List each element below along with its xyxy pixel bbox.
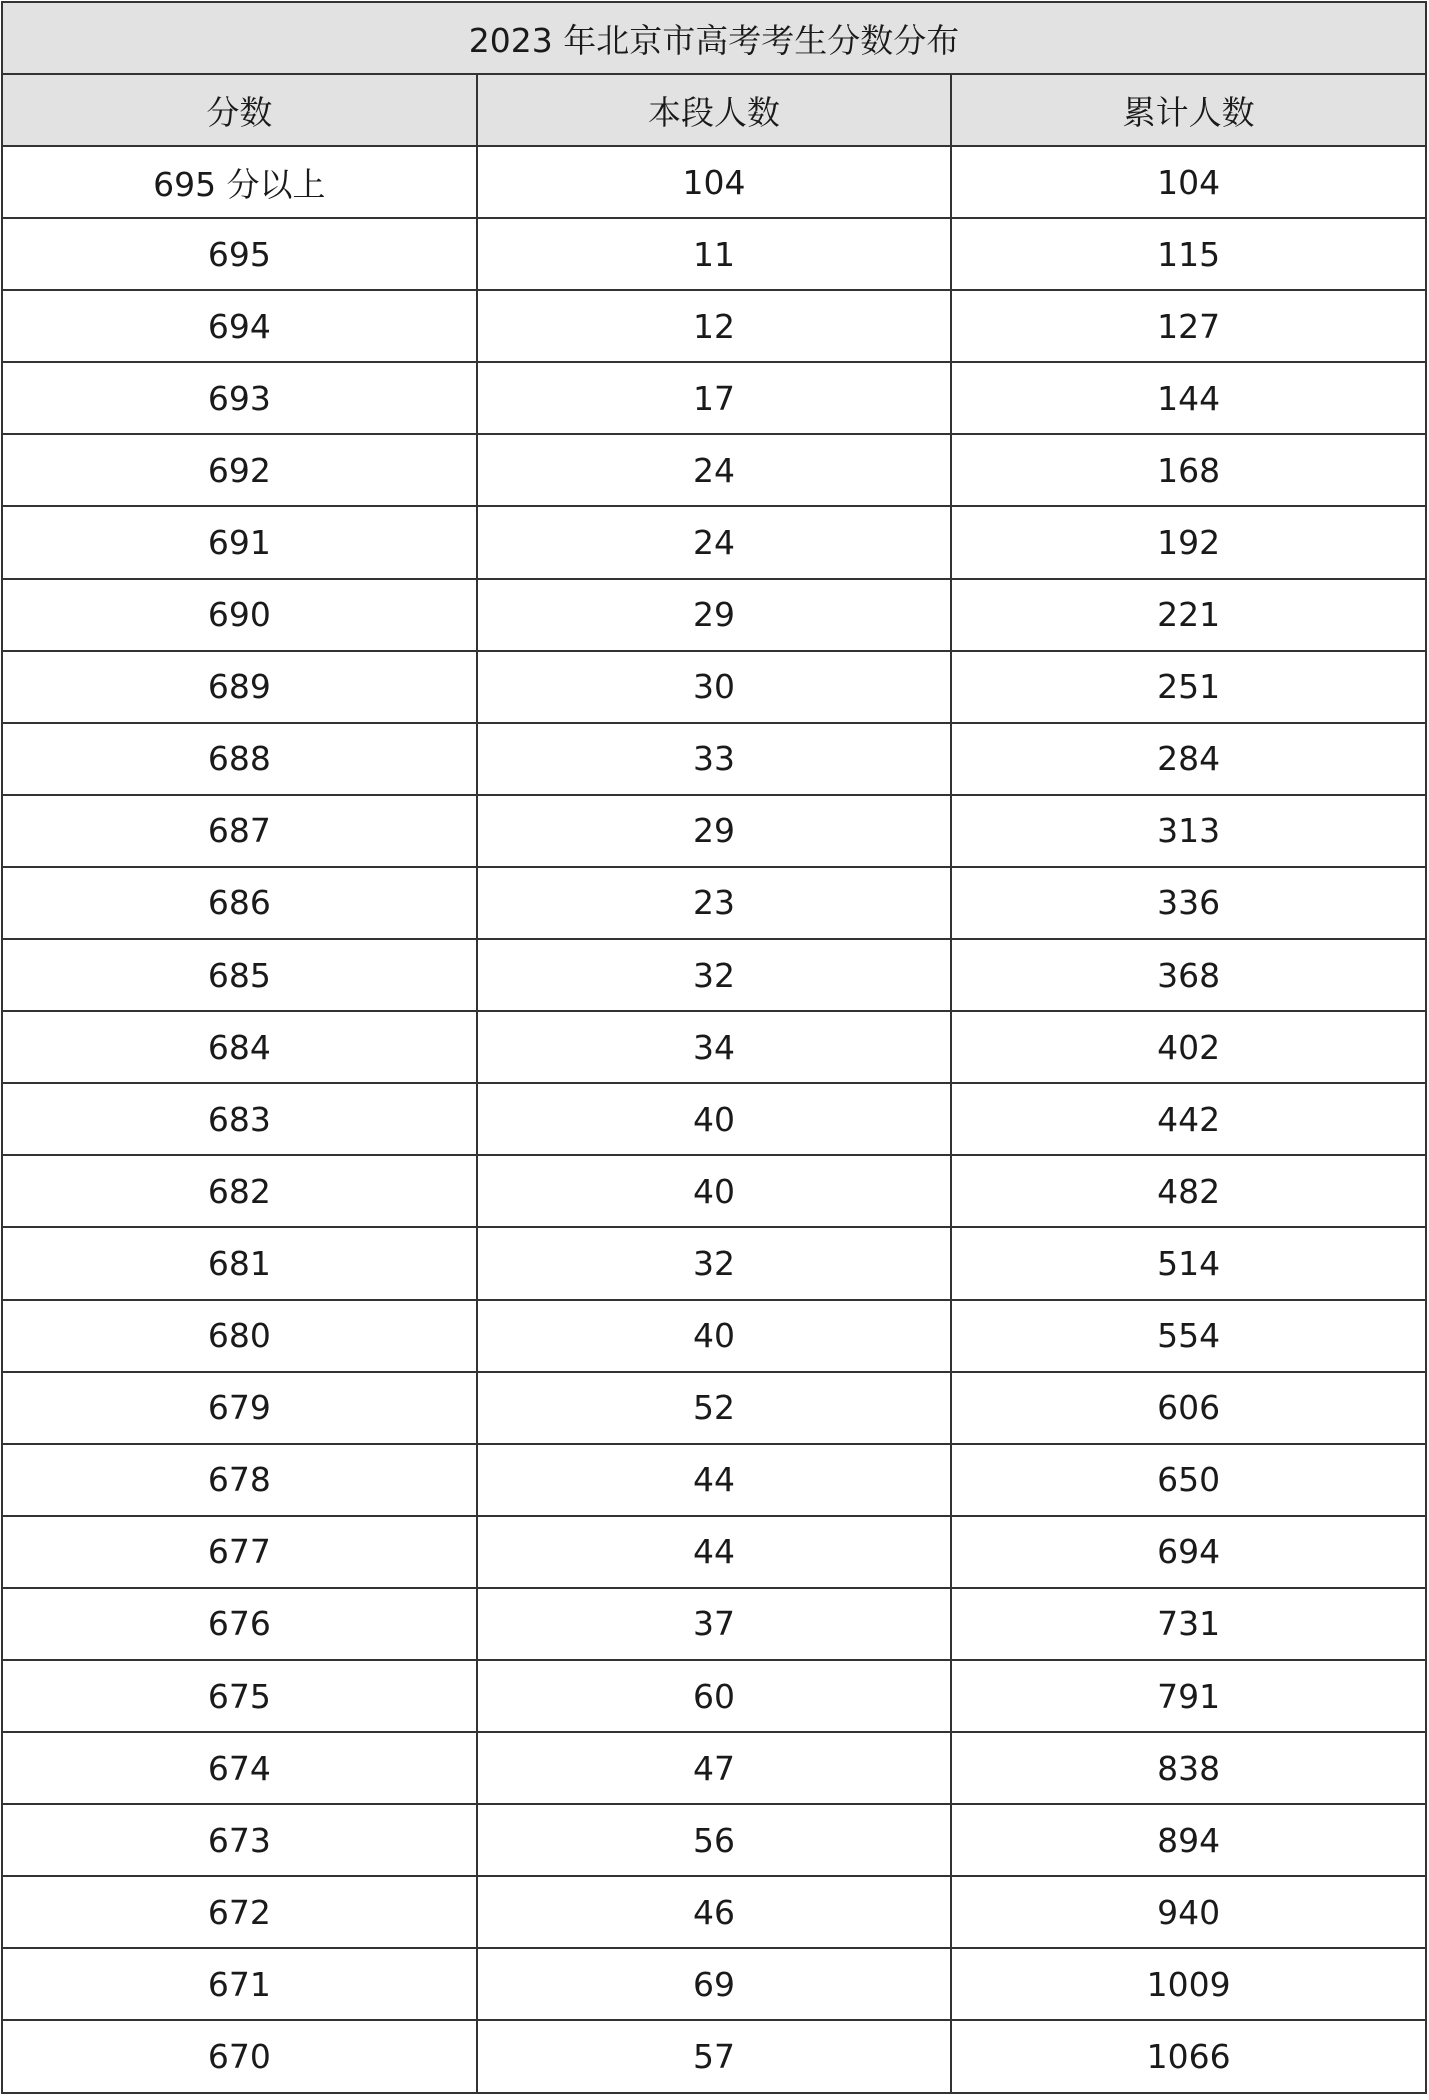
cumulative-count-cell: 514	[951, 1227, 1426, 1299]
segment-count-cell: 46	[477, 1876, 952, 1948]
score-cell: 672	[2, 1876, 477, 1948]
segment-count-cell: 40	[477, 1083, 952, 1155]
score-cell: 687	[2, 795, 477, 867]
segment-count-cell: 57	[477, 2020, 952, 2092]
column-header-cumulative-count: 累计人数	[951, 74, 1426, 146]
score-cell: 693	[2, 362, 477, 434]
segment-count-cell: 32	[477, 1227, 952, 1299]
table-body	[2, 146, 1426, 2093]
table-row	[2, 1804, 1426, 1876]
score-cell: 677	[2, 1516, 477, 1588]
table-row	[2, 362, 1426, 434]
cumulative-count-cell: 336	[951, 867, 1426, 939]
score-cell: 675	[2, 1660, 477, 1732]
score-cell: 688	[2, 723, 477, 795]
cumulative-count-cell: 313	[951, 795, 1426, 867]
cumulative-count-cell: 442	[951, 1083, 1426, 1155]
table-row	[2, 1516, 1426, 1588]
score-distribution-sheet	[1, 1, 1427, 2094]
table-row	[2, 1372, 1426, 1444]
segment-count-cell: 56	[477, 1804, 952, 1876]
table-row	[2, 867, 1426, 939]
cumulative-count-cell: 838	[951, 1732, 1426, 1804]
table-row	[2, 1732, 1426, 1804]
cumulative-count-cell: 144	[951, 362, 1426, 434]
segment-count-cell: 11	[477, 218, 952, 290]
score-cell: 692	[2, 434, 477, 506]
table-row	[2, 2020, 1426, 2092]
cumulative-count-cell: 1009	[951, 1948, 1426, 2020]
segment-count-cell: 47	[477, 1732, 952, 1804]
table-row	[2, 218, 1426, 290]
score-cell: 676	[2, 1588, 477, 1660]
cumulative-count-cell: 168	[951, 434, 1426, 506]
segment-count-cell: 32	[477, 939, 952, 1011]
score-cell: 679	[2, 1372, 477, 1444]
segment-count-cell: 60	[477, 1660, 952, 1732]
cumulative-count-cell: 482	[951, 1155, 1426, 1227]
segment-count-cell: 44	[477, 1516, 952, 1588]
segment-count-cell: 12	[477, 290, 952, 362]
cumulative-count-cell: 251	[951, 651, 1426, 723]
cumulative-count-cell: 368	[951, 939, 1426, 1011]
table-row	[2, 1011, 1426, 1083]
segment-count-cell: 40	[477, 1300, 952, 1372]
score-cell: 683	[2, 1083, 477, 1155]
segment-count-cell: 24	[477, 434, 952, 506]
segment-count-cell: 30	[477, 651, 952, 723]
table-row	[2, 723, 1426, 795]
title-row	[2, 2, 1426, 74]
segment-count-cell: 104	[477, 146, 952, 218]
cumulative-count-cell: 940	[951, 1876, 1426, 1948]
table-row	[2, 1083, 1426, 1155]
score-cell: 689	[2, 651, 477, 723]
segment-count-cell: 52	[477, 1372, 952, 1444]
table-row	[2, 1948, 1426, 2020]
table-row	[2, 506, 1426, 578]
table-row	[2, 1155, 1426, 1227]
segment-count-cell: 23	[477, 867, 952, 939]
table-row	[2, 939, 1426, 1011]
score-cell: 671	[2, 1948, 477, 2020]
table-row	[2, 1588, 1426, 1660]
score-cell: 670	[2, 2020, 477, 2092]
segment-count-cell: 33	[477, 723, 952, 795]
segment-count-cell: 34	[477, 1011, 952, 1083]
table-row	[2, 1876, 1426, 1948]
table-row	[2, 1227, 1426, 1299]
table-row	[2, 579, 1426, 651]
cumulative-count-cell: 650	[951, 1444, 1426, 1516]
segment-count-cell: 69	[477, 1948, 952, 2020]
segment-count-cell: 37	[477, 1588, 952, 1660]
cumulative-count-cell: 127	[951, 290, 1426, 362]
table-row	[2, 1300, 1426, 1372]
cumulative-count-cell: 606	[951, 1372, 1426, 1444]
score-cell: 690	[2, 579, 477, 651]
cumulative-count-cell: 554	[951, 1300, 1426, 1372]
cumulative-count-cell: 284	[951, 723, 1426, 795]
cumulative-count-cell: 694	[951, 1516, 1426, 1588]
table-row	[2, 795, 1426, 867]
cumulative-count-cell: 894	[951, 1804, 1426, 1876]
cumulative-count-cell: 115	[951, 218, 1426, 290]
table-row	[2, 146, 1426, 218]
cumulative-count-cell: 1066	[951, 2020, 1426, 2092]
table-title: 2023 年北京市高考考生分数分布	[2, 2, 1426, 74]
column-header-segment-count: 本段人数	[477, 74, 952, 146]
segment-count-cell: 17	[477, 362, 952, 434]
cumulative-count-cell: 791	[951, 1660, 1426, 1732]
score-cell: 694	[2, 290, 477, 362]
score-cell: 681	[2, 1227, 477, 1299]
score-cell: 674	[2, 1732, 477, 1804]
segment-count-cell: 44	[477, 1444, 952, 1516]
table-row	[2, 651, 1426, 723]
segment-count-cell: 24	[477, 506, 952, 578]
column-header-score: 分数	[2, 74, 477, 146]
score-cell: 684	[2, 1011, 477, 1083]
table-row	[2, 290, 1426, 362]
cumulative-count-cell: 402	[951, 1011, 1426, 1083]
score-cell: 685	[2, 939, 477, 1011]
score-cell: 695 分以上	[2, 146, 477, 218]
cumulative-count-cell: 221	[951, 579, 1426, 651]
table-row	[2, 434, 1426, 506]
header-row	[2, 74, 1426, 146]
segment-count-cell: 29	[477, 579, 952, 651]
score-cell: 673	[2, 1804, 477, 1876]
cumulative-count-cell: 731	[951, 1588, 1426, 1660]
table-row	[2, 1660, 1426, 1732]
score-cell: 695	[2, 218, 477, 290]
segment-count-cell: 29	[477, 795, 952, 867]
segment-count-cell: 40	[477, 1155, 952, 1227]
score-cell: 691	[2, 506, 477, 578]
score-distribution-table	[1, 1, 1427, 2094]
cumulative-count-cell: 192	[951, 506, 1426, 578]
cumulative-count-cell: 104	[951, 146, 1426, 218]
score-cell: 686	[2, 867, 477, 939]
score-cell: 680	[2, 1300, 477, 1372]
score-cell: 678	[2, 1444, 477, 1516]
score-cell: 682	[2, 1155, 477, 1227]
table-row	[2, 1444, 1426, 1516]
